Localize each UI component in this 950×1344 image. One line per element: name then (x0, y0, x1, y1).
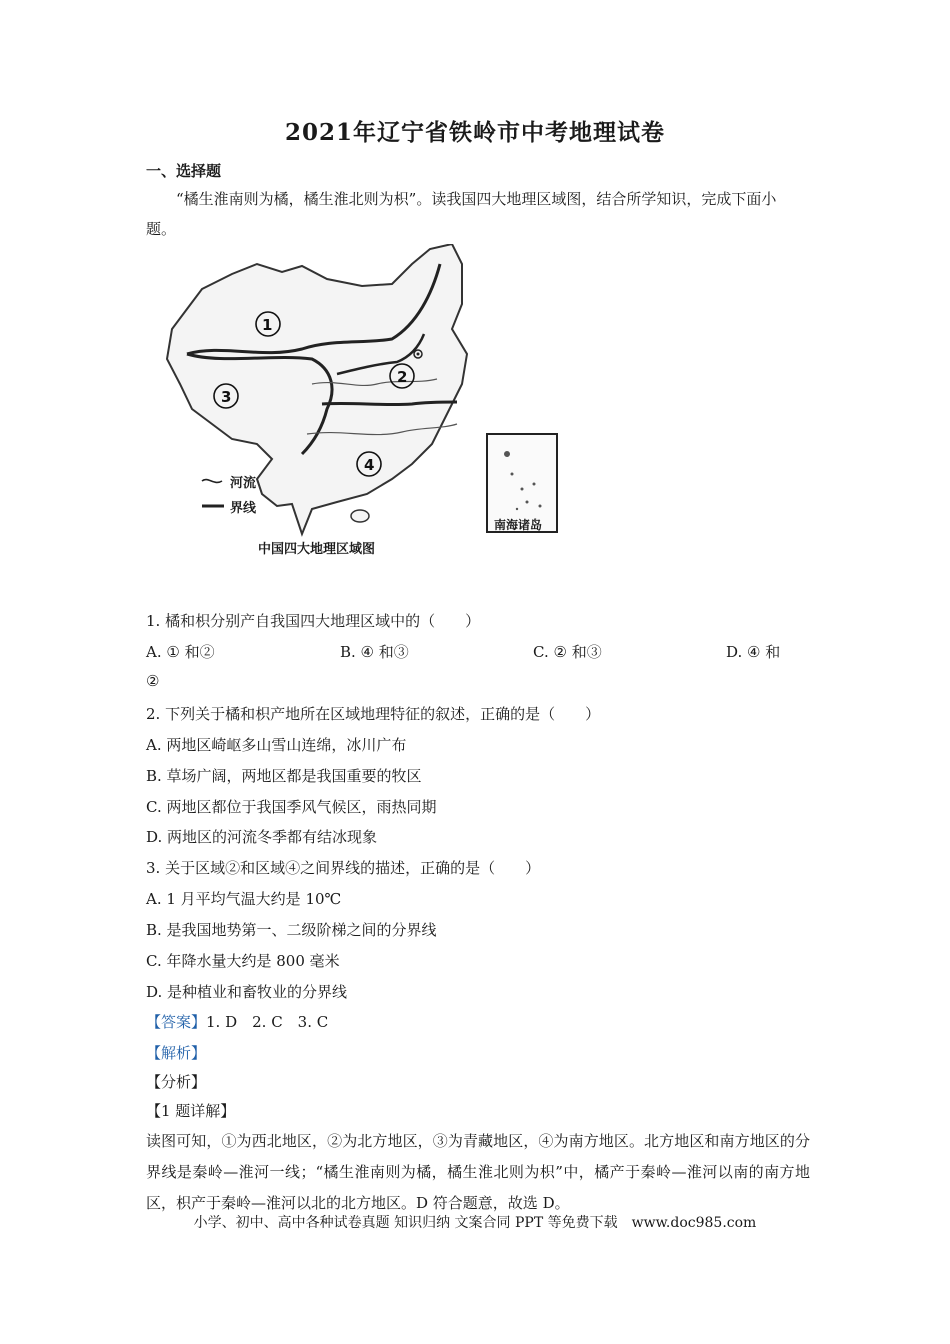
q2-option-a[interactable]: A. 两地区崎岖多山雪山连绵，冰川广布 (146, 736, 407, 754)
section-heading: 一、选择题 (146, 162, 222, 180)
q1-option-d[interactable]: D. ④ 和 (726, 643, 781, 661)
q1-option-a[interactable]: A. ① 和② (146, 643, 215, 661)
q2-option-b[interactable]: B. 草场广阔，两地区都是我国重要的牧区 (146, 767, 422, 785)
answer-label: 【答案】 (146, 1013, 207, 1031)
svg-text:4: 4 (364, 456, 375, 474)
map-drawing (162, 244, 562, 556)
q2-stem: 2. 下列关于橘和枳产地所在区域地理特征的叙述，正确的是（ ） (146, 705, 601, 723)
q3-option-d[interactable]: D. 是种植业和畜牧业的分界线 (146, 983, 348, 1001)
svg-text:1: 1 (262, 316, 273, 334)
legend-boundary-label: 界线 (230, 501, 257, 516)
legend-river-symbol (202, 480, 222, 483)
q1-options (146, 641, 806, 661)
q1-option-b[interactable]: B. ④ 和③ (340, 643, 409, 661)
q3-option-b[interactable]: B. 是我国地势第一、二级阶梯之间的分界线 (146, 921, 437, 939)
inset-label: 南海诸岛 (494, 518, 543, 532)
detail1-text: 读图可知，①为西北地区，②为北方地区，③为青藏地区，④为南方地区。北方地区和南方地区的分界线是秦岭—淮河一线；“橘生淮南则为橘，橘生淮北则为枳”中，橘产于秦岭—淮河以南的南方地区，枳产于秦岭—淮河以北的北方地区。D 符合题意，故选 D。 (146, 1132, 810, 1212)
fenxi-label: 【分析】 (146, 1073, 207, 1091)
q1-stem: 1. 橘和枳分别产自我国四大地理区域中的（ ） (146, 612, 481, 630)
q3-stem: 3. 关于区域②和区域④之间界线的描述，正确的是（ ） (146, 859, 541, 877)
answer-text: 1. D 2. C 3. C (206, 1013, 329, 1031)
analysis-label: 【解析】 (146, 1044, 207, 1062)
q3-option-a[interactable]: A. 1 月平均气温大约是 10℃ (146, 890, 342, 908)
q3-option-c[interactable]: C. 年降水量大约是 800 毫米 (146, 952, 340, 970)
svg-text:2: 2 (397, 368, 408, 386)
answer-line (146, 1011, 328, 1032)
china-outline (167, 244, 467, 534)
legend-river-label: 河流 (230, 476, 257, 491)
q1-option-c[interactable]: C. ② 和③ (533, 643, 602, 661)
china-regions-map (162, 244, 562, 556)
page-footer: 小学、初中、高中各种试卷真题 知识归纳 文案合同 PPT 等免费下载 www.doc985.com (193, 1215, 757, 1231)
detail1-label: 【1 题详解】 (146, 1102, 236, 1120)
page-title: 2021年辽宁省铁岭市中考地理试卷 (284, 119, 665, 146)
question-intro: “橘生淮南则为橘，橘生淮北则为枳”。读我国四大地理区域图，结合所学知识，完成下面小题。 (146, 190, 777, 238)
q2-option-c[interactable]: C. 两地区都位于我国季风气候区，雨热同期 (146, 798, 437, 816)
q1-option-d-cont: ② (146, 672, 160, 690)
svg-text:3: 3 (221, 388, 232, 406)
hainan-island (351, 510, 369, 522)
q2-option-d[interactable]: D. 两地区的河流冬季都有结冰现象 (146, 828, 378, 846)
map-caption: 中国四大地理区域图 (258, 542, 376, 557)
